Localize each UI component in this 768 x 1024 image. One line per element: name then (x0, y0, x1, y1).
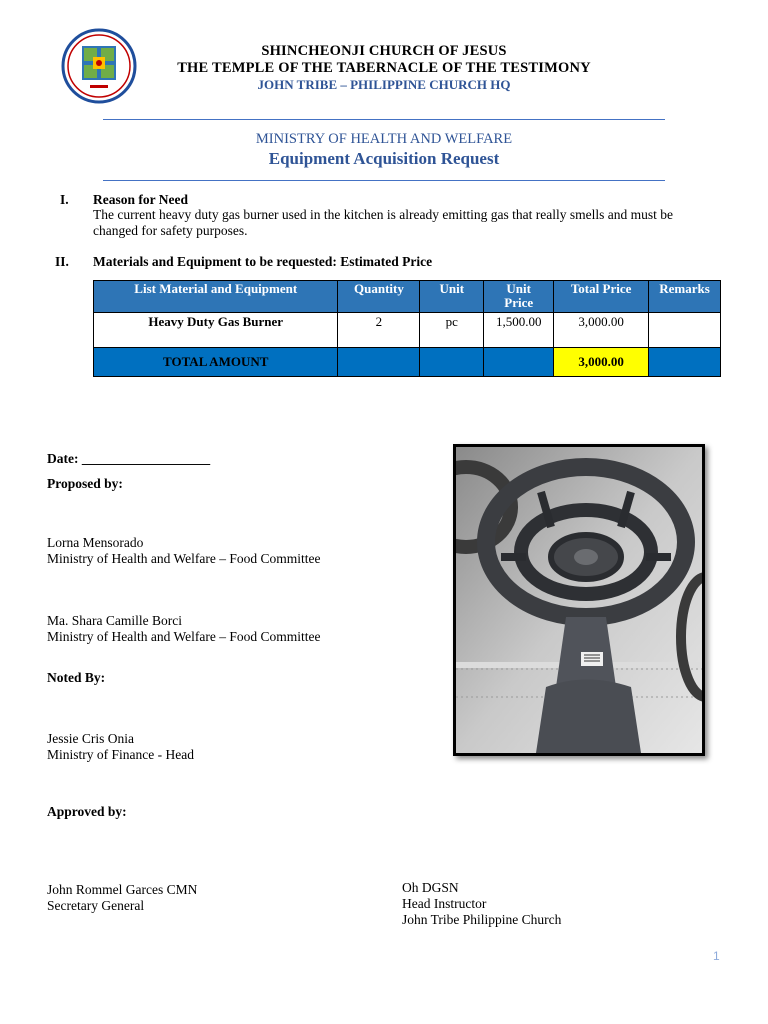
section2-number: II. (55, 254, 69, 269)
proposer2-name: Ma. Shara Camille Borci (47, 613, 182, 628)
cell-unit: pc (420, 313, 484, 348)
total-empty-4 (649, 348, 721, 377)
cell-remarks (649, 313, 721, 348)
approver2-name: Oh DGSN (402, 880, 459, 895)
total-value: 3,000.00 (554, 348, 649, 377)
cell-total-price: 3,000.00 (554, 313, 649, 348)
ministry-name: MINISTRY OF HEALTH AND WELFARE (255, 131, 513, 147)
org-name-line1: SHINCHEONJI CHURCH OF JESUS (261, 43, 507, 59)
section1-title: Reason for Need (93, 192, 188, 207)
section1-text-line2: changed for safety purposes. (93, 223, 248, 238)
col-header-total-price: Total Price (554, 281, 649, 313)
approver2-org: John Tribe Philippine Church (402, 912, 562, 927)
col-header-unit-price (484, 281, 554, 313)
col-header-quantity: Quantity (338, 281, 420, 313)
org-name-line3: JOHN TRIBE – PHILIPPINE CHURCH HQ (257, 77, 511, 92)
total-label: TOTAL AMOUNT (94, 348, 338, 377)
org-name-line2: THE TEMPLE OF THE TABERNACLE OF THE TESTIMONY (177, 60, 591, 76)
total-empty-1 (338, 348, 420, 377)
approver2-title: Head Instructor (402, 896, 487, 911)
equipment-table (93, 280, 721, 377)
date-field: Date: ___________________ (47, 451, 211, 466)
form-title: Equipment Acquisition Request (268, 149, 500, 168)
proposed-by-label: Proposed by: (47, 476, 123, 491)
col-header-remarks: Remarks (649, 281, 721, 313)
noter-title: Ministry of Finance - Head (47, 747, 194, 762)
cell-quantity: 2 (338, 313, 420, 348)
total-empty-3 (484, 348, 554, 377)
cell-unit-price: 1,500.00 (484, 313, 554, 348)
table-row (94, 313, 721, 348)
section1-text-line1: The current heavy duty gas burner used in the kitchen is already emitting gas that really smells and must be (93, 207, 673, 222)
col-header-unit: Unit (420, 281, 484, 313)
noted-by-label: Noted By: (47, 670, 106, 685)
total-empty-2 (420, 348, 484, 377)
noter-name: Jessie Cris Onia (47, 731, 134, 746)
proposer2-title: Ministry of Health and Welfare – Food Committee (47, 629, 321, 644)
cell-item: Heavy Duty Gas Burner (94, 313, 338, 348)
section1-number: I. (60, 192, 69, 207)
header-divider-top (103, 119, 665, 120)
col-header-unit-price-label: Unit Price (504, 281, 534, 310)
proposer1-name: Lorna Mensorado (47, 535, 144, 550)
total-row (94, 348, 721, 377)
page-number: 1 (713, 949, 720, 963)
approver1-name: John Rommel Garces CMN (47, 882, 198, 897)
table-header-row (94, 281, 721, 313)
proposer1-title: Ministry of Health and Welfare – Food Committee (47, 551, 321, 566)
approved-by-label: Approved by: (47, 804, 127, 819)
section2-title: Materials and Equipment to be requested: Estimated Price (93, 254, 433, 269)
approver1-title: Secretary General (47, 898, 145, 913)
col-header-item: List Material and Equipment (94, 281, 338, 313)
gas-burner-photo (453, 444, 705, 756)
header-divider-bottom (103, 180, 665, 181)
